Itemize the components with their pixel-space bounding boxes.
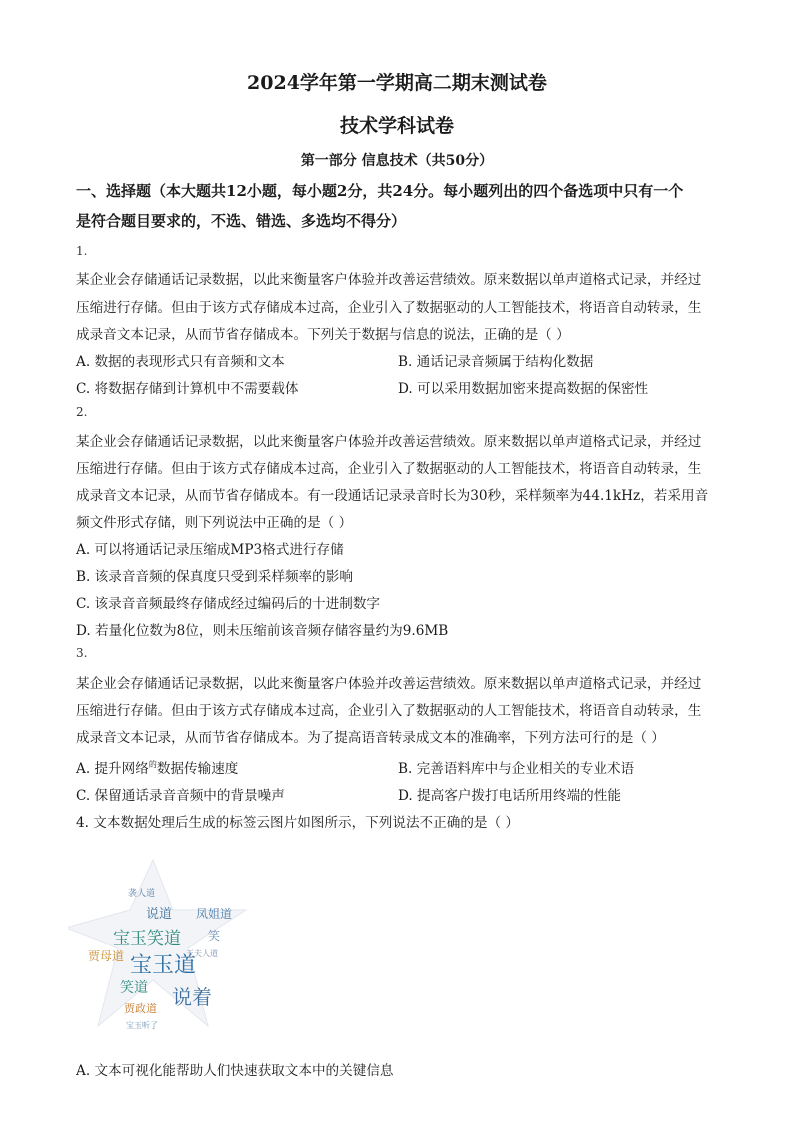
cloud-word: 宝玉道 xyxy=(130,953,197,978)
question-1-option-a: A. 数据的表现形式只有音频和文本 xyxy=(76,354,285,370)
tag-cloud-image xyxy=(68,848,268,1048)
cloud-word: 王夫人道 xyxy=(186,949,218,958)
question-1-stem-line: 某企业会存储通话记录数据，以此来衡量客户体验并改善运营绩效。原来数据以单声道格式记录，并经过 xyxy=(76,272,702,288)
question-3-option-d: D. 提高客户拨打电话所用终端的性能 xyxy=(398,788,621,804)
cloud-word: 说着 xyxy=(172,985,212,1009)
question-2-stem-line: 频文件形式存储，则下列说法中正确的是（ ） xyxy=(76,515,353,531)
question-3-stem-line: 压缩进行存储。但由于该方式存储成本过高，企业引入了数据驱动的人工智能技术，将语音自动转录，生 xyxy=(76,703,702,719)
question-3-option-b: B. 完善语料库中与企业相关的专业术语 xyxy=(398,761,635,777)
cloud-word: 贾母道 xyxy=(88,949,125,963)
cloud-word: 笑 xyxy=(208,929,221,943)
section-instructions xyxy=(76,176,726,236)
question-4-stem: 4. 文本数据处理后生成的标签云图片如图所示，下列说法不正确的是（ ） xyxy=(76,815,520,831)
question-3-number: 3. xyxy=(76,646,88,660)
question-3-option-a xyxy=(76,757,238,777)
question-1-stem-line: 压缩进行存储。但由于该方式存储成本过高，企业引入了数据驱动的人工智能技术，将语音自动转录，生 xyxy=(76,300,702,316)
cloud-word: 宝玉笑道 xyxy=(113,929,181,949)
question-2-option-c: C. 该录音音频最终存储成经过编码后的十进制数字 xyxy=(76,596,381,612)
section-line-2: 是符合题目要求的，不选、错选、多选均不得分） xyxy=(76,212,407,230)
question-3-stem-line: 某企业会存储通话记录数据，以此来衡量客户体验并改善运营绩效。原来数据以单声道格式记录，并经过 xyxy=(76,676,702,692)
question-1-number: 1. xyxy=(76,244,88,258)
question-2-number: 2. xyxy=(76,405,88,419)
question-1-option-c: C. 将数据存储到计算机中不需要载体 xyxy=(76,381,299,397)
cloud-word: 凤姐道 xyxy=(196,907,233,921)
cloud-word: 笑道 xyxy=(120,980,148,996)
cloud-word: 说道 xyxy=(146,907,173,922)
question-2-stem-line: 成录音文本记录，从而节省存储成本。有一段通话记录录音时长为30秒，采样频率为44.1kHz，若采用音 xyxy=(76,488,709,504)
question-3-stem-line: 成录音文本记录，从而节省存储成本。为了提高语音转录成文本的准确率，下列方法可行的是（ ） xyxy=(76,730,665,746)
part-heading: 第一部分 信息技术（共50分） xyxy=(300,153,494,169)
option-a-superscript: 的 xyxy=(148,760,157,769)
section-line-1: 一、选择题（本大题共12小题，每小题2分，共24分。每小题列出的四个备选项中只有一个 xyxy=(76,182,684,200)
question-2-option-d: D. 若量化位数为8位，则未压缩前该音频存储容量约为9.6MB xyxy=(76,623,449,639)
question-4-option-a: A. 文本可视化能帮助人们快速获取文本中的关键信息 xyxy=(76,1063,394,1079)
option-a-text: A. 提升网络 xyxy=(76,761,149,777)
question-2-option-a: A. 可以将通话记录压缩成MP3格式进行存储 xyxy=(76,542,344,558)
question-3-option-c: C. 保留通话录音音频中的背景噪声 xyxy=(76,788,285,804)
option-a-text-tail: 数据传输速度 xyxy=(156,761,239,777)
cloud-word: 袭人道 xyxy=(128,889,156,899)
cloud-word: 贾政道 xyxy=(124,1002,157,1015)
exam-title: 2024学年第一学期高二期末测试卷 xyxy=(247,72,547,94)
question-1-option-d: D. 可以采用数据加密来提高数据的保密性 xyxy=(398,381,649,397)
question-2-stem-line: 压缩进行存储。但由于该方式存储成本过高，企业引入了数据驱动的人工智能技术，将语音自动转录，生 xyxy=(76,461,702,477)
exam-subtitle: 技术学科试卷 xyxy=(339,115,454,137)
question-2-stem-line: 某企业会存储通话记录数据，以此来衡量客户体验并改善运营绩效。原来数据以单声道格式记录，并经过 xyxy=(76,434,702,450)
question-1-option-b: B. 通话记录音频属于结构化数据 xyxy=(398,354,594,370)
cloud-word: 宝玉听了 xyxy=(126,1021,158,1030)
question-1-stem-line: 成录音文本记录，从而节省存储成本。下列关于数据与信息的说法，正确的是（ ） xyxy=(76,327,570,343)
question-2-option-b: B. 该录音音频的保真度只受到采样频率的影响 xyxy=(76,569,353,585)
